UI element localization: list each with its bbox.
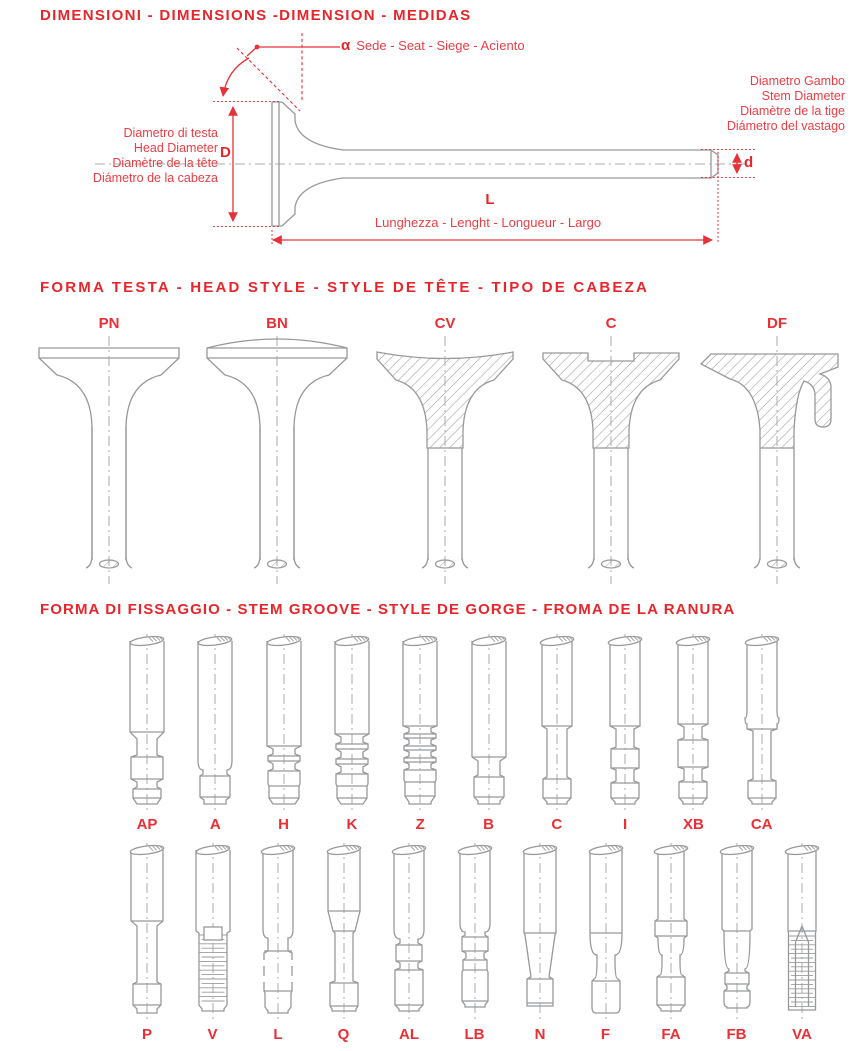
stem-diameter-label	[645, 74, 845, 134]
stem-groove-label-LB: LB	[464, 1026, 485, 1043]
seat-label: Sede - Seat - Siege - Acìento	[356, 38, 525, 53]
stem-groove-label-XB: XB	[682, 816, 704, 833]
alpha-symbol: α	[341, 37, 351, 54]
stem-drawing-Q	[322, 843, 366, 1021]
stem-groove-label-Q: Q	[337, 1026, 350, 1043]
stem-drawing-I	[603, 634, 647, 812]
stem-diameter-line: Diamètre de la tige	[740, 104, 845, 118]
stem-drawing-FA	[649, 843, 693, 1021]
head-style-title: FORMA TESTA - HEAD STYLE - STYLE DE TÊTE - TIPO DE CABEZA	[40, 279, 650, 296]
stem-groove-label-K: K	[346, 816, 358, 833]
head-style-drawing-DF	[697, 334, 857, 596]
stem-drawing-VA	[780, 843, 824, 1021]
head-style-label-DF: DF	[767, 315, 787, 332]
stem-drawing-XB	[671, 634, 715, 812]
head-style-drawing-PN	[29, 334, 189, 596]
stem-groove-label-B: B	[483, 816, 494, 833]
head-diameter-line: Diamètre de la tête	[112, 156, 218, 170]
head-diameter-label	[26, 126, 218, 186]
head-style-drawing-CV	[365, 334, 525, 596]
stem-groove-label-VA: VA	[792, 1026, 812, 1043]
stem-groove-label-FA: FA	[661, 1026, 681, 1043]
stem-drawing-V	[191, 843, 235, 1021]
stem-diameter-line: Diametro Gambo	[749, 74, 845, 88]
stem-groove-label-AP: AP	[136, 816, 158, 833]
head-diameter-line: Head Diameter	[133, 141, 218, 155]
stem-groove-label-P: P	[141, 1026, 152, 1043]
length-label: Lunghezza - Lenght - Longueur - Largo	[374, 215, 602, 230]
stem-groove-label-N: N	[534, 1026, 546, 1043]
stem-groove-label-CA: CA	[750, 816, 773, 833]
stem-drawing-CA	[740, 634, 784, 812]
head-style-label-CV: CV	[434, 315, 456, 332]
stem-drawing-C	[535, 634, 579, 812]
stem-groove-label-AL: AL	[399, 1026, 419, 1043]
stem-drawing-AP	[125, 634, 169, 812]
head-style-label-BN: BN	[266, 315, 288, 332]
stem-groove-label-A: A	[209, 816, 221, 833]
stem-drawing-AL	[387, 843, 431, 1021]
stem-drawing-K	[330, 634, 374, 812]
head-style-label-PN: PN	[98, 315, 120, 332]
stem-drawing-A	[193, 634, 237, 812]
stem-drawing-LB	[453, 843, 497, 1021]
stem-groove-title: FORMA DI FISSAGGIO - STEM GROOVE - STYLE DE GORGE - FROMA DE LA RANURA	[40, 601, 736, 618]
stem-drawing-P	[125, 843, 169, 1021]
stem-groove-label-H: H	[278, 816, 290, 833]
stem-drawing-H	[262, 634, 306, 812]
dim-D: D	[220, 144, 231, 161]
stem-groove-label-Z: Z	[415, 816, 425, 833]
stem-groove-label-C: C	[551, 816, 563, 833]
stem-drawing-FB	[715, 843, 759, 1021]
stem-groove-label-L: L	[273, 1026, 283, 1043]
stem-drawing-Z	[398, 634, 442, 812]
stem-diameter-line: Stem Diameter	[761, 89, 845, 103]
stem-groove-label-FB: FB	[726, 1026, 747, 1043]
head-style-label-C: C	[605, 315, 617, 332]
dimensions-title: DIMENSIONI - DIMENSIONS -DIMENSION - MEDIDAS	[40, 7, 472, 24]
stem-drawing-F	[584, 843, 628, 1021]
stem-groove-label-I: I	[623, 816, 628, 833]
stem-drawing-N	[518, 843, 562, 1021]
seat-angle-callout	[341, 38, 525, 54]
head-diameter-line: Diámetro de la cabeza	[92, 171, 218, 185]
head-style-drawing-BN	[197, 334, 357, 596]
head-style-drawing-C	[531, 334, 691, 596]
stem-groove-label-F: F	[600, 1026, 611, 1043]
dim-L: L	[485, 191, 495, 208]
stem-drawing-L	[256, 843, 300, 1021]
head-diameter-line: Diametro di testa	[123, 126, 218, 140]
stem-drawing-B	[467, 634, 511, 812]
stem-groove-label-V: V	[207, 1026, 218, 1043]
dim-d: d	[744, 154, 754, 171]
stem-diameter-line: Diámetro del vastago	[726, 119, 845, 133]
